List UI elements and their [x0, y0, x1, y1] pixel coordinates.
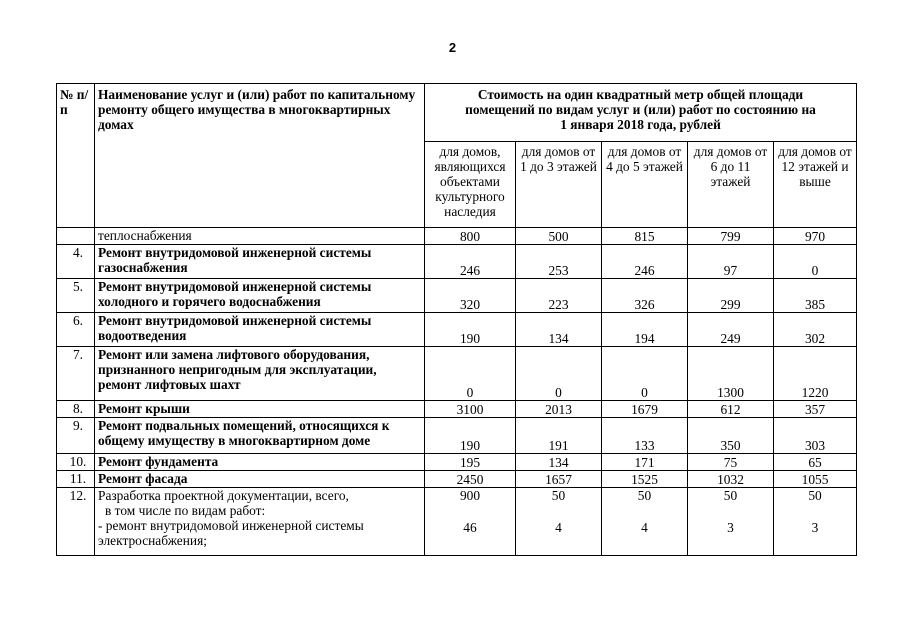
subheader-12plus: для домов от 12 этажей и выше: [774, 142, 857, 228]
value-cell: 133: [602, 418, 688, 454]
value-sub: 3: [811, 520, 819, 535]
value-cell: 190: [425, 313, 516, 347]
row-num: 11.: [57, 471, 95, 488]
table-row: [57, 471, 857, 488]
row-name: Ремонт внутридомовой инженерной системы водоотведения: [95, 313, 425, 347]
subheader-6-11: для домов от 6 до 11 этажей: [688, 142, 774, 228]
row-name: Ремонт или замена лифтового оборудования, признанного непригодным для эксплуатации, ремонт лифтовых шахт: [95, 347, 425, 401]
row-name: Ремонт подвальных помещений, относящихся к общему имуществу в многоквартирном доме: [95, 418, 425, 454]
row-name: Ремонт фасада: [95, 471, 425, 488]
value-cell: 357: [774, 401, 857, 418]
value-sub: 4: [641, 520, 648, 535]
value-sub: 3: [727, 520, 734, 535]
value-cell: 2450: [425, 471, 516, 488]
header-name: Наименование услуг и (или) работ по капитальному ремонту общего имущества в многоквартирных домах: [95, 84, 425, 228]
value-cell: 385: [774, 279, 857, 313]
table-row: [57, 454, 857, 471]
value-cell: 195: [425, 454, 516, 471]
value-cell: 0: [425, 347, 516, 401]
header-cost: Стоимость на один квадратный метр общей площади помещений по видам услуг и (или) работ по состоянию на 1 января 2018 года, рублей: [425, 84, 857, 142]
value-cell: 1679: [602, 401, 688, 418]
value-cell: 2013: [516, 401, 602, 418]
row12-line-total: Разработка проектной документации, всего,: [98, 488, 349, 503]
table-row: [57, 279, 857, 313]
row-num: 9.: [57, 418, 95, 454]
row-name: [95, 488, 425, 556]
value-cell: 75: [688, 454, 774, 471]
value-cell: 350: [688, 418, 774, 454]
subheader-1-3: для домов от 1 до 3 этажей: [516, 142, 602, 228]
row-name: Ремонт внутридомовой инженерной системы холодного и горячего водоснабжения: [95, 279, 425, 313]
row-num: 4.: [57, 245, 95, 279]
row-name: теплоснабжения: [95, 228, 425, 245]
page-number: 2: [448, 40, 457, 55]
table-row: [57, 245, 857, 279]
row-name: Ремонт фундамента: [95, 454, 425, 471]
value-cell: 97: [688, 245, 774, 279]
row12-line-electro: - ремонт внутридомовой инженерной системы электроснабжения;: [98, 518, 364, 548]
value-cell: 326: [602, 279, 688, 313]
value-cell: 246: [602, 245, 688, 279]
value-cell: 3100: [425, 401, 516, 418]
row-num: 5.: [57, 279, 95, 313]
value-cell: [688, 488, 774, 556]
value-sub: 46: [463, 520, 477, 535]
value-cell: 249: [688, 313, 774, 347]
value-cell: 171: [602, 454, 688, 471]
row-num: 8.: [57, 401, 95, 418]
value-cell: 303: [774, 418, 857, 454]
value-cell: 800: [425, 228, 516, 245]
value-cell: 299: [688, 279, 774, 313]
value-cell: 970: [774, 228, 857, 245]
value-cell: 1032: [688, 471, 774, 488]
header-num: № п/п: [57, 84, 95, 228]
value-cell: 1657: [516, 471, 602, 488]
value-cell: 1220: [774, 347, 857, 401]
value-cell: 134: [516, 313, 602, 347]
value-cell: 1300: [688, 347, 774, 401]
value-total: 900: [459, 488, 481, 503]
value-cell: 134: [516, 454, 602, 471]
value-cell: 1525: [602, 471, 688, 488]
value-cell: 191: [516, 418, 602, 454]
value-total: 50: [551, 488, 566, 503]
table-row: [57, 347, 857, 401]
value-cell: 246: [425, 245, 516, 279]
value-cell: 0: [602, 347, 688, 401]
value-total: 50: [637, 488, 652, 503]
table-row: [57, 228, 857, 245]
value-cell: 815: [602, 228, 688, 245]
cost-table: [56, 83, 857, 556]
row-num: 7.: [57, 347, 95, 401]
value-cell: [602, 488, 688, 556]
row12-line-including: в том числе по видам работ:: [105, 503, 266, 518]
value-cell: 65: [774, 454, 857, 471]
value-cell: [774, 488, 857, 556]
value-cell: 190: [425, 418, 516, 454]
table-row: [57, 401, 857, 418]
value-total: 50: [808, 488, 822, 503]
value-cell: 320: [425, 279, 516, 313]
value-cell: 500: [516, 228, 602, 245]
value-cell: 253: [516, 245, 602, 279]
value-cell: 302: [774, 313, 857, 347]
subheader-heritage: для домов, являющихся объектами культурного наследия: [425, 142, 516, 228]
row-name: Ремонт крыши: [95, 401, 425, 418]
value-cell: 0: [516, 347, 602, 401]
value-cell: 612: [688, 401, 774, 418]
subheader-4-5: для домов от 4 до 5 этажей: [602, 142, 688, 228]
table-row: [57, 418, 857, 454]
value-cell: 799: [688, 228, 774, 245]
value-total: 50: [723, 488, 738, 503]
value-sub: 4: [555, 520, 562, 535]
value-cell: [425, 488, 516, 556]
row-num: 12.: [57, 488, 95, 556]
row-num: 10.: [57, 454, 95, 471]
header-row: [57, 84, 857, 142]
row-name: Ремонт внутридомовой инженерной системы газоснабжения: [95, 245, 425, 279]
value-cell: 1055: [774, 471, 857, 488]
table-row: [57, 313, 857, 347]
row-num: 6.: [57, 313, 95, 347]
value-cell: 194: [602, 313, 688, 347]
row-num: [57, 228, 95, 245]
value-cell: 0: [774, 245, 857, 279]
value-cell: 223: [516, 279, 602, 313]
value-cell: [516, 488, 602, 556]
table-row-12: [57, 488, 857, 556]
